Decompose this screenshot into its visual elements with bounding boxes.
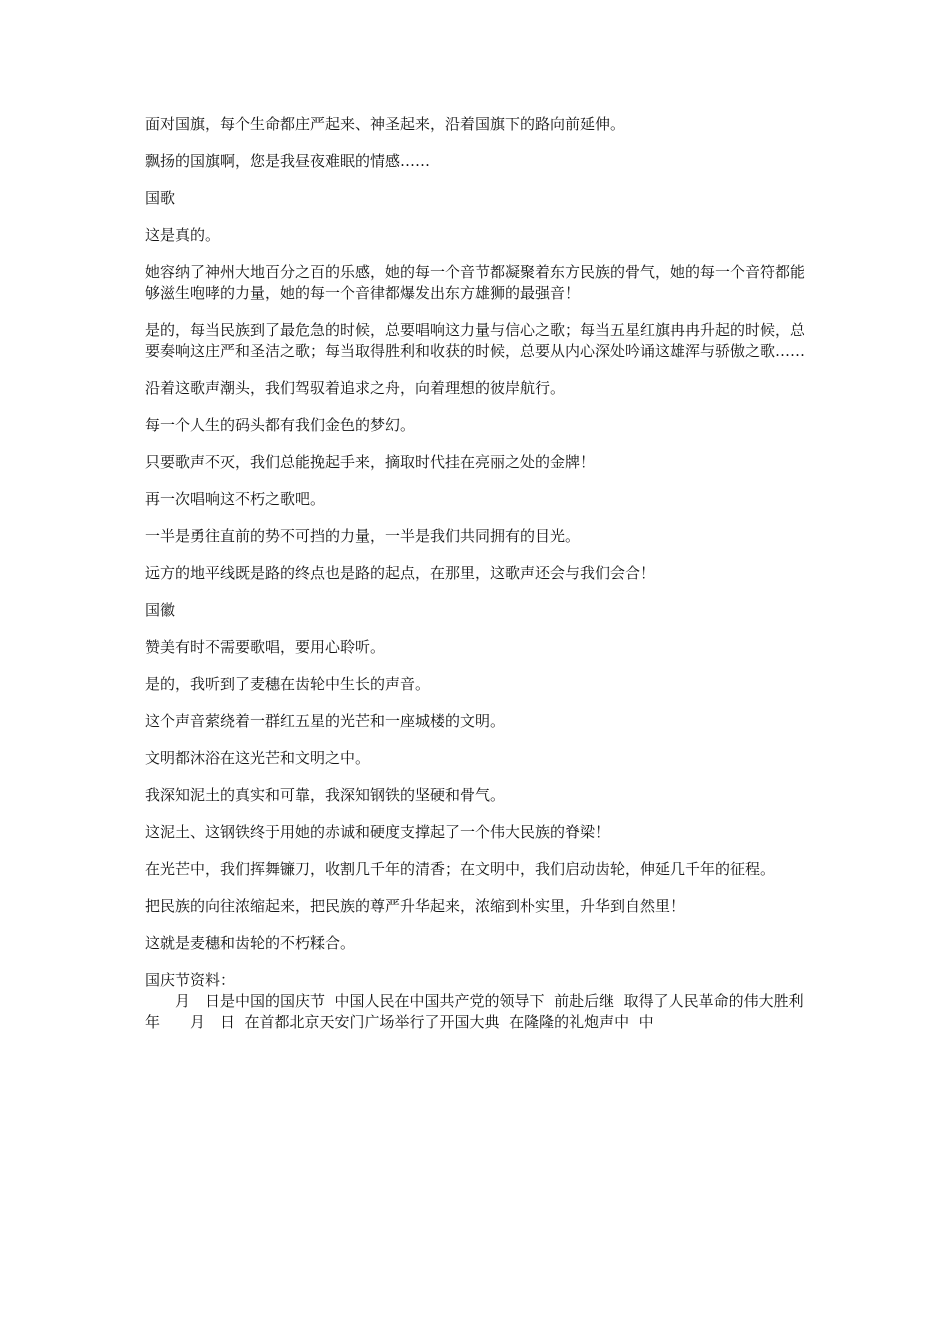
paragraph-emblem-4: 文明都沐浴在这光芒和文明之中。 — [145, 749, 371, 767]
section-heading-anthem: 国歌 — [145, 189, 176, 207]
paragraph-emblem-2: 是的，我听到了麦穗在齿轮中生长的声音。 — [145, 675, 431, 693]
paragraph-emblem-8: 把民族的向往浓缩起来，把民族的尊严升华起来，浓缩到朴实里，升华到自然里！ — [145, 897, 686, 915]
paragraph-flag-1: 面对国旗，每个生命都庄严起来、神圣起来，沿着国旗下的路向前延伸。 — [145, 115, 626, 133]
paragraph-flag-2: 飘扬的国旗啊，您是我昼夜难眠的情感…… — [145, 152, 431, 170]
paragraph-emblem-9: 这就是麦穗和齿轮的不朽糅合。 — [145, 934, 356, 952]
paragraph-emblem-6: 这泥土、这钢铁终于用她的赤诚和硬度支撑起了一个伟大民族的脊梁！ — [145, 823, 611, 841]
paragraph-anthem-9: 远方的地平线既是路的终点也是路的起点，在那里，这歌声还会与我们会合！ — [145, 564, 656, 582]
paragraph-anthem-7: 再一次唱响这不朽之歌吧。 — [145, 490, 326, 508]
paragraph-anthem-4: 沿着这歌声潮头，我们驾驭着追求之舟，向着理想的彼岸航行。 — [145, 379, 566, 397]
paragraph-anthem-1: 这是真的。 — [145, 226, 221, 244]
paragraph-anthem-2: 她容纳了神州大地百分之百的乐感，她的每一个音节都凝聚着东方民族的骨气，她的每一个音符都能够滋生咆哮的力量，她的每一个音律都爆发出东方雄狮的最强音！ — [145, 263, 806, 302]
section-heading-emblem: 国徽 — [145, 601, 176, 619]
national-day-text: 月 日是中国的国庆节 中国人民在中国共产党的领导下 前赴后继 取得了人民革命的伟大胜利 年 月 日 在首都北京天安门广场举行了开国大典 在隆隆的礼炮声中 中 — [145, 992, 864, 1031]
paragraph-emblem-5: 我深知泥土的真实和可靠，我深知钢铁的坚硬和骨气。 — [145, 786, 506, 804]
paragraph-anthem-8: 一半是勇往直前的势不可挡的力量，一半是我们共同拥有的目光。 — [145, 527, 581, 545]
paragraph-emblem-3: 这个声音萦绕着一群红五星的光芒和一座城楼的文明。 — [145, 712, 506, 730]
paragraph-emblem-1: 赞美有时不需要歌唱，要用心聆听。 — [145, 638, 386, 656]
paragraph-anthem-6: 只要歌声不灭，我们总能挽起手来，摘取时代挂在亮丽之处的金牌！ — [145, 453, 596, 471]
document-body — [145, 114, 864, 1033]
paragraph-anthem-5: 每一个人生的码头都有我们金色的梦幻。 — [145, 416, 416, 434]
paragraph-emblem-7: 在光芒中，我们挥舞镰刀，收割几千年的清香；在文明中，我们启动齿轮，伸延几千年的征程。 — [145, 860, 776, 878]
national-day-heading: 国庆节资料： — [145, 971, 236, 989]
paragraph-anthem-3: 是的，每当民族到了最危急的时候，总要唱响这力量与信心之歌；每当五星红旗冉冉升起的时候，总要奏响这庄严和圣洁之歌；每当取得胜利和收获的时候，总要从内心深处吟诵这雄浑与骄傲之歌…… — [145, 321, 806, 360]
